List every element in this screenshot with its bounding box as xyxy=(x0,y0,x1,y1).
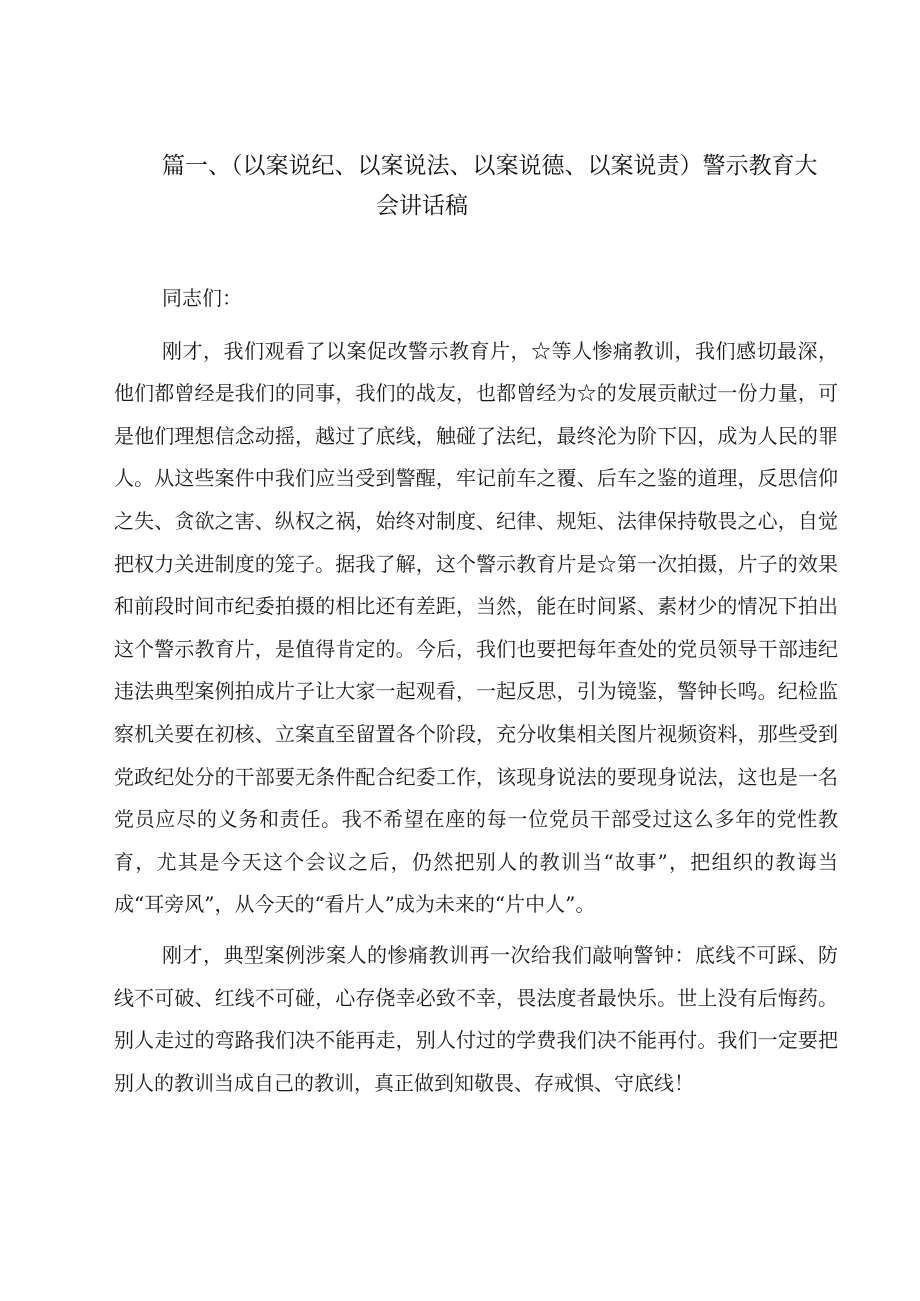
paragraph-1: 刚才，我们观看了以案促改警示教育片，☆等人惨痛教训，我们感切最深，他们都曾经是我们的同事，我们的战友，也都曾经为☆的发展贡献过一份力量，可是他们理想信念动摇，越过了底线，触碰了法纪，最终沦为阶下囚，成为人民的罪人。从这些案件中我们应当受到警醒，牢记前车之覆、后车之鉴的道理，反思信仰之失、贪欲之害、纵权之祸，始终对制度、纪律、规矩、法律保持敬畏之心，自觉把权力关进制度的笼子。据我了解，这个警示教育片是☆第一次拍摄，片子的效果和前段时间市纪委拍摄的相比还有差距，当然，能在时间紧、素材少的情况下拍出这个警示教育片，是值得肯定的。今后，我们也要把每年查处的党员领导干部违纪违法典型案例拍成片子让大家一起观看，一起反思，引为镜鉴，警钟长鸣。纪检监察机关要在初核、立案直至留置各个阶段，充分收集相关图片视频资料，那些受到党政纪处分的干部要无条件配合纪委工作，该现身说法的要现身说法，这也是一名党员应尽的义务和责任。我不希望在座的每一位党员干部受过这么多年的党性教育，尤其是今天这个会议之后，仍然把别人的教训当“故事”，把组织的教诲当成“耳旁风”，从今天的“看片人”成为未来的“片中人”。 xyxy=(114,338,838,917)
document-title xyxy=(162,146,842,226)
document-body xyxy=(114,277,838,1104)
title-line-1: 篇一、（以案说纪、以案说法、以案说德、以案说责）警示教育大 xyxy=(162,153,818,179)
salutation: 同志们： xyxy=(162,286,242,310)
title-line-2: 会讲话稿 xyxy=(376,193,468,219)
paragraph-2: 刚才，典型案例涉案人的惨痛教训再一次给我们敲响警钟：底线不可踩、防线不可破、红线不可碰，心存侥幸必致不幸，畏法度者最快乐。世上没有后悔药。别人走过的弯路我们决不能再走，别人付过的学费我们决不能再付。我们一定要把别人的教训当成自己的教训，真正做到知敬畏、存戒惧、守底线！ xyxy=(114,942,838,1095)
